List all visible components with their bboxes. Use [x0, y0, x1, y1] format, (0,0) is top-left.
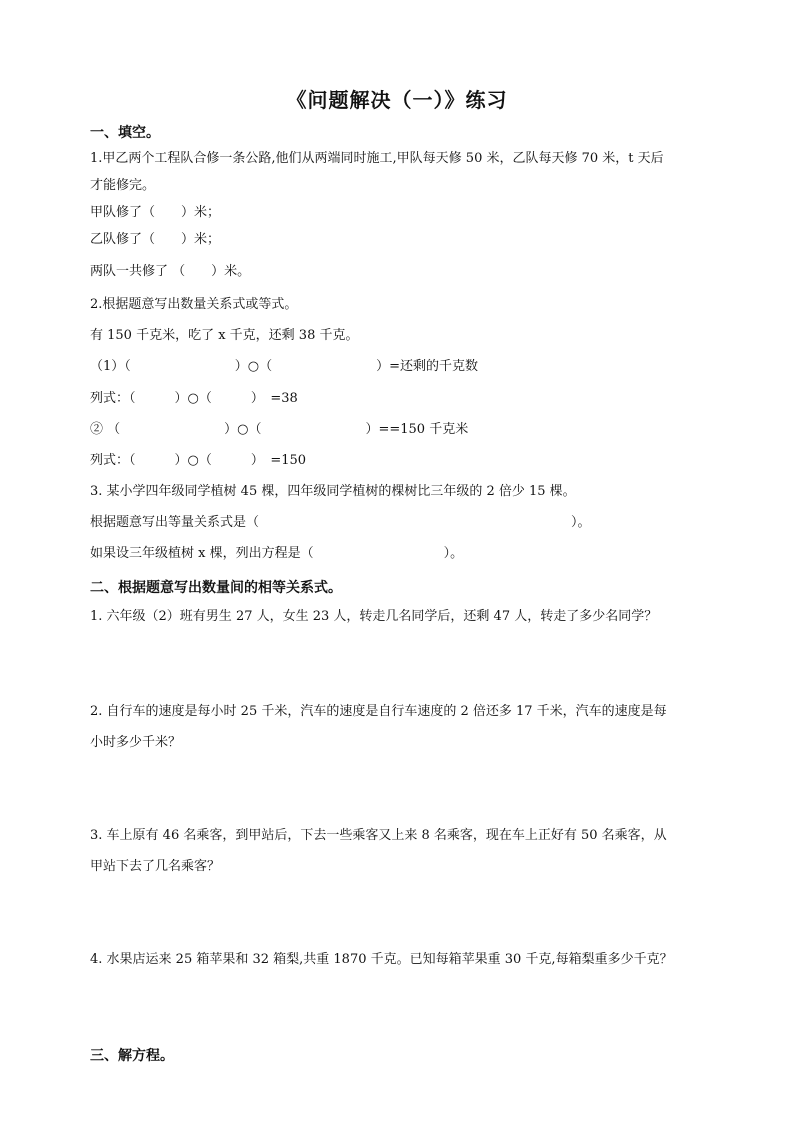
q1-blank-c: 两队一共修了 （ ）米。	[90, 264, 251, 279]
q2-relation-2: ② （ ）○（ ）==150 千克米	[90, 422, 469, 437]
q2-heading: 2.根据题意写出数量关系式或等式。	[90, 297, 298, 312]
problem-3-line-1: 3. 车上原有 46 名乘客，到甲站后，下去一些乘客又上来 8 名乘客，现在车上正好有 50 名乘客，从	[90, 828, 667, 843]
problem-2-line-1: 2. 自行车的速度是每小时 25 千米，汽车的速度是自行车速度的 2 倍还多 17 千米，汽车的速度是每	[90, 704, 667, 719]
q2-equation-2: 列式：（ ）○（ ） =150	[90, 453, 307, 468]
q1-line-2: 才能修完。	[90, 178, 156, 193]
section-3-heading: 三、解方程。	[90, 1048, 174, 1064]
problem-1: 1. 六年级（2）班有男生 27 人，女生 23 人，转走几名同学后，还剩 47 人，转走了多少名同学？	[90, 609, 658, 624]
q2-equation-1: 列式：（ ）○（ ） =38	[90, 391, 298, 406]
problem-2-line-2: 小时多少千米？	[90, 735, 182, 750]
q3-equation: 如果设三年级植树 x 棵，列出方程是（ ）。	[90, 546, 464, 561]
section-1-heading: 一、填空。	[90, 125, 160, 141]
problem-3-line-2: 甲站下去了几名乘客？	[90, 859, 221, 874]
q1-blank-a: 甲队修了（ ）米；	[90, 205, 221, 220]
section-2-heading: 二、根据题意写出数量间的相等关系式。	[90, 580, 342, 596]
page-title: 《问题解决（一）》练习	[286, 88, 508, 112]
q1-blank-b: 乙队修了（ ）米；	[90, 232, 221, 247]
q3-heading: 3. 某小学四年级同学植树 45 棵，四年级同学植树的棵树比三年级的 2 倍少 15 棵。	[90, 484, 576, 499]
q2-relation-1: （1）（ ）○（ ）=还剩的千克数	[90, 359, 479, 374]
q2-stem: 有 150 千克米，吃了 x 千克，还剩 38 千克。	[90, 328, 359, 343]
q1-line-1: 1.甲乙两个工程队合修一条公路,他们从两端同时施工,甲队每天修 50 米，乙队每天修 70 米，t 天后	[90, 151, 664, 166]
q3-relation: 根据题意写出等量关系式是（ ）。	[90, 515, 591, 530]
problem-4: 4. 水果店运来 25 箱苹果和 32 箱梨,共重 1870 千克。已知每箱苹果重 30 千克,每箱梨重多少千克？	[90, 952, 673, 967]
